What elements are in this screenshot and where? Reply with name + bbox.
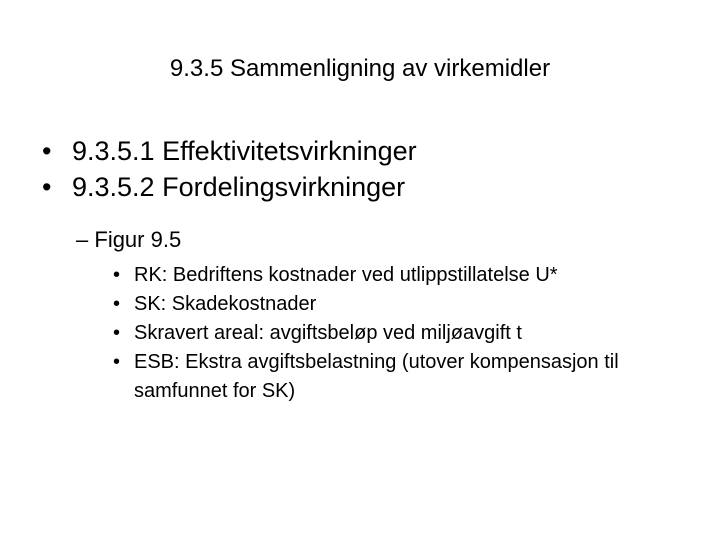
- sub-bullet-text: Figur 9.5: [94, 227, 182, 252]
- bullet-text: 9.3.5.1 Effektivitetsvirkninger: [72, 136, 417, 166]
- sub-sub-item-esb: [113, 348, 703, 406]
- sub-sub-text: ESB: Ekstra avgiftsbelastning (utover kompensasjon til samfunnet for SK): [134, 351, 619, 402]
- bullet-marker: •: [113, 264, 121, 286]
- bullet-list: [42, 133, 702, 205]
- dash-marker: –: [76, 227, 89, 252]
- sub-sub-text: SK: Skadekostnader: [134, 293, 317, 315]
- bullet-marker: •: [42, 136, 52, 166]
- slide-title: 9.3.5 Sammenligning av virkemidler: [169, 55, 551, 82]
- bullet-item-effektivitetsvirkninger: [42, 133, 702, 169]
- bullet-marker: •: [113, 293, 121, 315]
- bullet-item-fordelingsvirkninger: [42, 169, 702, 205]
- sub-bullet-figur: [76, 225, 181, 255]
- sub-sub-item-skravert: [113, 319, 703, 348]
- bullet-marker: •: [113, 322, 121, 344]
- sub-sub-item-rk: [113, 261, 703, 290]
- sub-sub-text: Skravert areal: avgiftsbeløp ved miljøavgift t: [134, 322, 522, 344]
- bullet-text: 9.3.5.2 Fordelingsvirkninger: [72, 172, 406, 202]
- sub-sub-text: RK: Bedriftens kostnader ved utlippstillatelse U*: [134, 264, 558, 286]
- sub-sub-item-sk: [113, 290, 703, 319]
- bullet-marker: •: [113, 351, 121, 373]
- bullet-marker: •: [42, 172, 52, 202]
- sub-sub-bullet-list: [113, 261, 703, 406]
